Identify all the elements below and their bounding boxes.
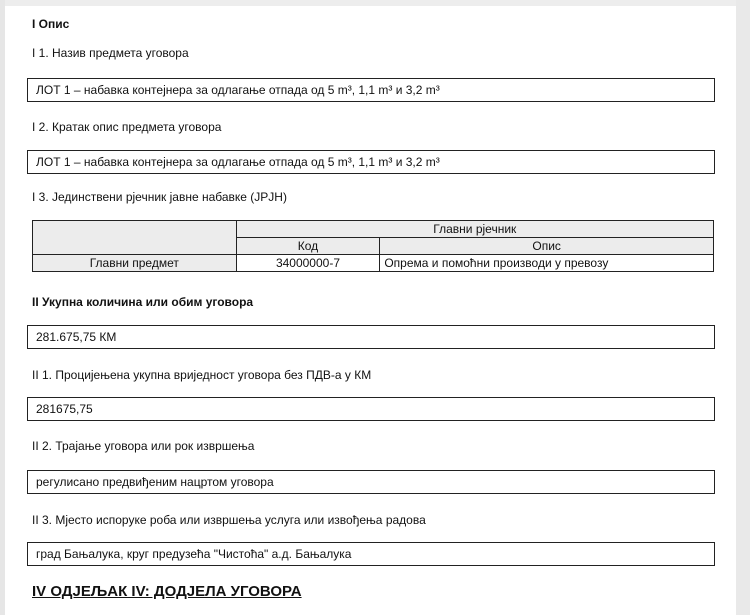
contract-name-label: I 1. Назив предмета уговора — [32, 46, 189, 60]
duration-label: II 2. Трајање уговора или рок извршења — [32, 439, 255, 453]
cpv-description-value: Опрема и помоћни производи у превозу — [380, 255, 714, 272]
cpv-code-header: Код — [236, 238, 380, 255]
delivery-place-field: град Бањалука, круг предузећа "Чистоћа" а.д. Бањалука — [27, 542, 715, 566]
cpv-table-corner-cell — [33, 221, 237, 255]
cpv-code-value: 34000000-7 — [236, 255, 380, 272]
cpv-label: I 3. Јединствени рјечник јавне набавке (JPJH) — [32, 190, 287, 204]
table-row — [33, 255, 714, 272]
cpv-group-header: Главни рјечник — [236, 221, 713, 238]
table-row — [33, 221, 714, 238]
window-top-edge — [0, 0, 750, 6]
short-description-field: ЛОТ 1 – набавка контејнера за одлагање отпада од 5 m³, 1,1 m³ и 3,2 m³ — [27, 150, 715, 174]
total-quantity-field: 281.675,75 КМ — [27, 325, 715, 349]
duration-field: регулисано предвиђеним нацртом уговора — [27, 470, 715, 494]
cpv-description-header: Опис — [380, 238, 714, 255]
contract-name-field: ЛОТ 1 – набавка контејнера за одлагање отпада од 5 m³, 1,1 m³ и 3,2 m³ — [27, 78, 715, 102]
section-4-title: IV ОДЈЕЉАК IV: ДОДЈЕЛА УГОВОРА — [32, 583, 302, 600]
cpv-main-subject-label: Главни предмет — [33, 255, 237, 272]
section-2-heading: II Укупна количина или обим уговора — [32, 295, 254, 309]
cpv-table — [32, 220, 714, 272]
vertical-scrollbar[interactable] — [736, 0, 750, 615]
section-1-heading: I Опис — [32, 17, 70, 31]
delivery-place-label: II 3. Мјесто испоруке роба или извршења услуга или извођења радова — [32, 513, 426, 527]
estimated-value-field: 281675,75 — [27, 397, 715, 421]
window-left-edge — [0, 0, 5, 615]
estimated-value-label: II 1. Процијењена укупна вриједност уговора без ПДВ-а у КМ — [32, 368, 372, 382]
short-description-label: I 2. Кратак опис предмета уговора — [32, 120, 222, 134]
